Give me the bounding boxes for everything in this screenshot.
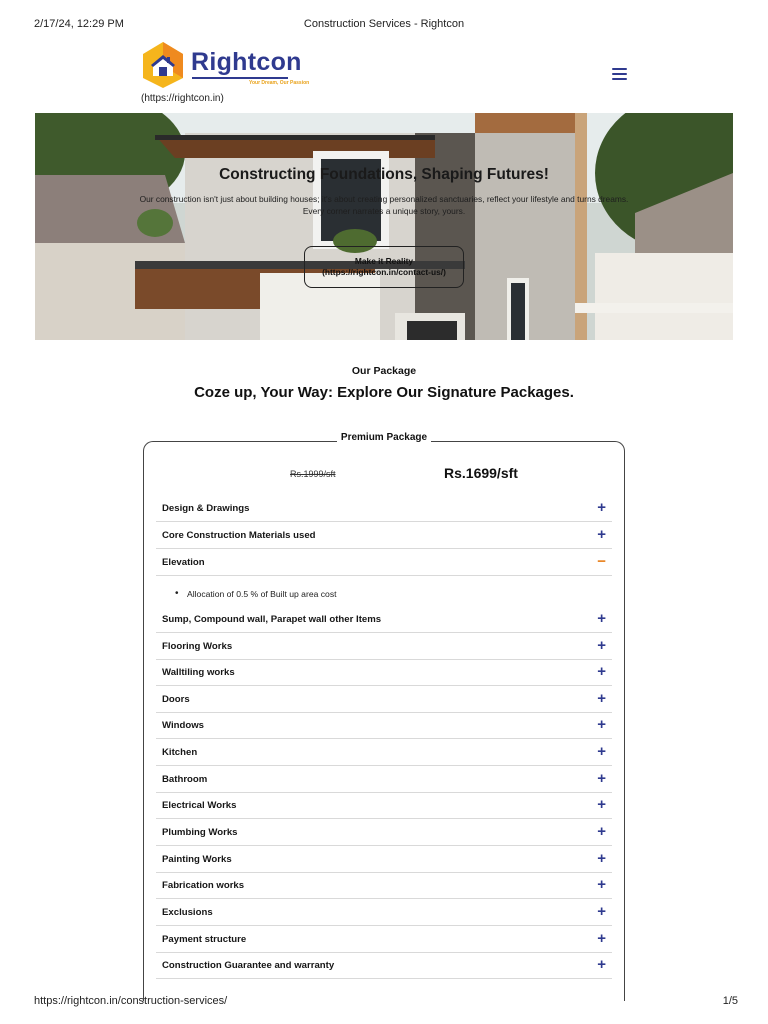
plus-icon[interactable]: + bbox=[597, 743, 606, 760]
accordion-electrical[interactable] bbox=[156, 792, 612, 819]
logo-url-text: (https://rightcon.in) bbox=[141, 93, 224, 104]
plus-icon[interactable]: + bbox=[597, 930, 606, 947]
accordion-label: Elevation bbox=[162, 557, 205, 568]
accordion-label: Construction Guarantee and warranty bbox=[162, 960, 335, 971]
plus-icon[interactable]: + bbox=[597, 690, 606, 707]
accordion-painting[interactable] bbox=[156, 846, 612, 873]
print-datetime: 2/17/24, 12:29 PM bbox=[34, 18, 124, 30]
accordion-label: Design & Drawings bbox=[162, 503, 250, 514]
accordion-label: Fabrication works bbox=[162, 880, 245, 891]
hero-banner bbox=[35, 113, 733, 340]
accordion-bathroom[interactable] bbox=[156, 766, 612, 793]
cta-link-text: (https://rightcon.in/contact-us/) bbox=[322, 267, 446, 277]
hero-house-image bbox=[35, 113, 733, 340]
accordion-label: Sump, Compound wall, Parapet wall other Items bbox=[162, 614, 382, 625]
plus-icon[interactable]: + bbox=[597, 499, 606, 516]
accordion-plumbing[interactable] bbox=[156, 819, 612, 846]
accordion-sump-compound[interactable] bbox=[156, 606, 612, 633]
print-footer-url: https://rightcon.in/construction-services/ bbox=[34, 995, 228, 1007]
plus-icon[interactable]: + bbox=[597, 850, 606, 867]
accordion-walltiling[interactable] bbox=[156, 659, 612, 686]
hamburger-menu-icon[interactable] bbox=[612, 68, 627, 80]
section-label: Our Package bbox=[351, 365, 417, 377]
elevation-detail-item: • Allocation of 0.5 % of Built up area cost bbox=[172, 589, 337, 599]
old-price: Rs.1999/sft bbox=[290, 469, 336, 479]
accordion-windows[interactable] bbox=[156, 712, 612, 739]
accordion-guarantee-warranty[interactable] bbox=[156, 952, 612, 979]
accordion-doors[interactable] bbox=[156, 686, 612, 713]
plus-icon[interactable]: + bbox=[597, 823, 606, 840]
plus-icon[interactable]: + bbox=[597, 956, 606, 973]
minus-icon[interactable]: − bbox=[597, 553, 606, 570]
print-document-title: Construction Services - Rightcon bbox=[303, 18, 465, 30]
print-page-indicator: 1/5 bbox=[722, 995, 738, 1007]
plus-icon[interactable]: + bbox=[597, 637, 606, 654]
logo-wordmark: Rightcon bbox=[191, 48, 302, 76]
plus-icon[interactable]: + bbox=[597, 770, 606, 787]
elevation-details bbox=[172, 589, 337, 599]
accordion-exclusions[interactable] bbox=[156, 899, 612, 926]
accordion-label: Payment structure bbox=[162, 934, 247, 945]
accordion-elevation[interactable] bbox=[156, 549, 612, 576]
logo-underline bbox=[192, 77, 288, 79]
accordion-label: Electrical Works bbox=[162, 800, 237, 811]
logo-link[interactable] bbox=[141, 40, 310, 90]
accordion-design-drawings[interactable] bbox=[156, 495, 612, 522]
plus-icon[interactable]: + bbox=[597, 716, 606, 733]
plus-icon[interactable]: + bbox=[597, 610, 606, 627]
package-name: Premium Package bbox=[0, 432, 768, 443]
accordion-label: Painting Works bbox=[162, 854, 232, 865]
plus-icon[interactable]: + bbox=[597, 663, 606, 680]
make-it-reality-button[interactable] bbox=[304, 246, 464, 288]
accordion-fabrication[interactable] bbox=[156, 872, 612, 899]
logo-tagline: Your Dream, Our Passion bbox=[249, 80, 310, 86]
accordion-label: Plumbing Works bbox=[162, 827, 238, 838]
print-footer bbox=[34, 995, 738, 1009]
section-heading: Coze up, Your Way: Explore Our Signature Packages. bbox=[194, 384, 574, 401]
accordion-label: Bathroom bbox=[162, 774, 208, 785]
plus-icon[interactable]: + bbox=[597, 903, 606, 920]
accordion-label: Kitchen bbox=[162, 747, 198, 758]
accordion-kitchen[interactable] bbox=[156, 739, 612, 766]
accordion-flooring[interactable] bbox=[156, 633, 612, 660]
accordion-label: Doors bbox=[162, 694, 190, 705]
accordion-label: Walltiling works bbox=[162, 667, 235, 678]
accordion-label: Flooring Works bbox=[162, 641, 233, 652]
plus-icon[interactable]: + bbox=[597, 876, 606, 893]
print-header bbox=[34, 18, 734, 32]
accordion-core-materials[interactable] bbox=[156, 522, 612, 549]
plus-icon[interactable]: + bbox=[597, 526, 606, 543]
accordion-label: Core Construction Materials used bbox=[162, 530, 316, 541]
logo-house-icon bbox=[141, 40, 185, 88]
hero-title: Constructing Foundations, Shaping Futures! bbox=[219, 166, 549, 183]
hero-description: Our construction isn't just about building houses; it's about creating personalized sanctuaries, reflect your lifestyle and turns dreams. Every corner narrates a unique story, yours. bbox=[139, 194, 629, 216]
plus-icon[interactable]: + bbox=[597, 796, 606, 813]
accordion-label: Windows bbox=[162, 720, 205, 731]
accordion-label: Exclusions bbox=[162, 907, 213, 918]
cta-label: Make it Reality bbox=[354, 256, 414, 266]
accordion-payment-structure[interactable] bbox=[156, 926, 612, 953]
new-price: Rs.1699/sft bbox=[444, 465, 518, 481]
